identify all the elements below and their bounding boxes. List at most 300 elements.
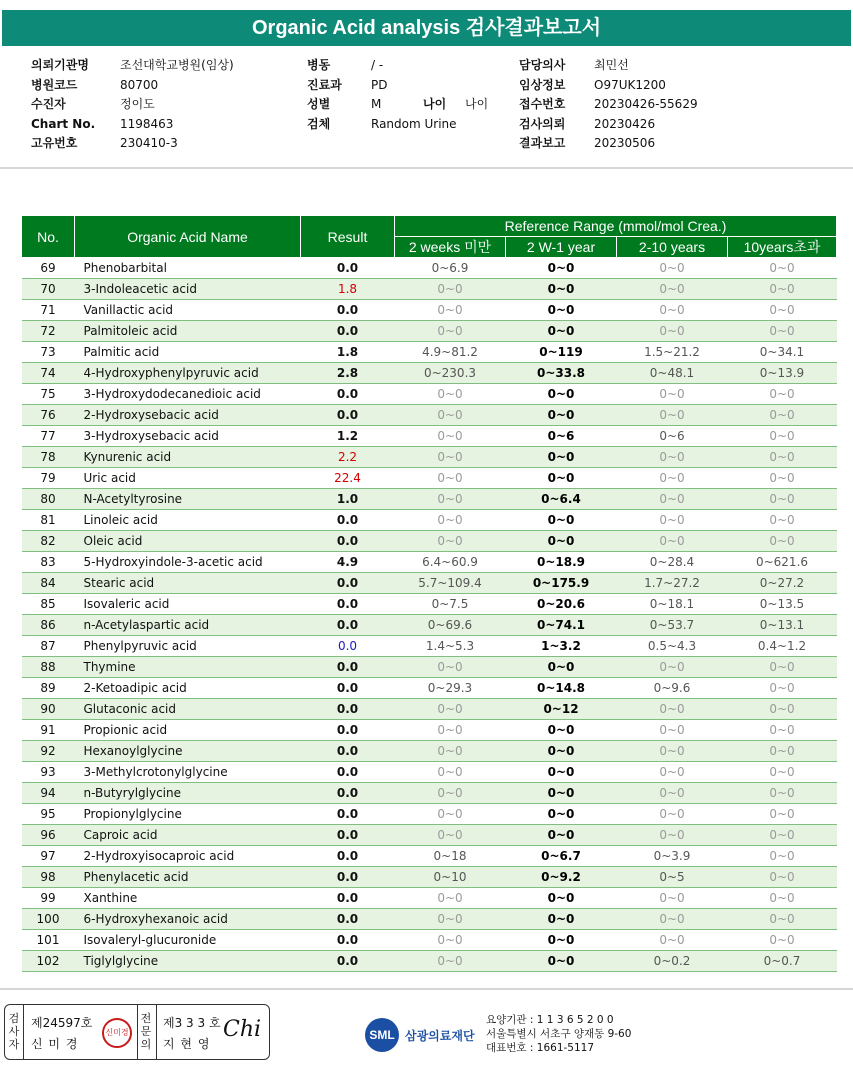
reference-range: 0~0 xyxy=(617,741,728,762)
info-label: 수진자 xyxy=(31,97,66,111)
reference-range: 0~0 xyxy=(728,258,837,279)
lab-address xyxy=(486,1013,631,1055)
row-number: 93 xyxy=(22,762,75,783)
reference-range: 0~0 xyxy=(617,783,728,804)
info-label: 검사의뢰 xyxy=(519,116,566,131)
reference-range: 0~0 xyxy=(395,426,506,447)
table-row xyxy=(22,867,837,888)
reference-range: 0~0 xyxy=(506,657,617,678)
reference-range: 0~0 xyxy=(395,909,506,930)
reference-range: 0~0 xyxy=(728,426,837,447)
reference-range: 1.7~27.2 xyxy=(617,573,728,594)
table-row xyxy=(22,447,837,468)
reference-range: 0~230.3 xyxy=(395,363,506,384)
info-value: O97UK1200 xyxy=(594,77,666,92)
table-row xyxy=(22,531,837,552)
reference-range: 0~0.2 xyxy=(617,951,728,972)
reference-range: 0~0 xyxy=(728,888,837,909)
row-number: 72 xyxy=(22,321,75,342)
reference-range: 0~18.1 xyxy=(617,594,728,615)
reference-range: 6.4~60.9 xyxy=(395,552,506,573)
reference-range: 0~0 xyxy=(728,741,837,762)
reference-range: 0~0 xyxy=(617,531,728,552)
specialist-label: 전문의 xyxy=(140,1012,152,1051)
table-row xyxy=(22,594,837,615)
acid-name: Uric acid xyxy=(75,468,301,489)
reference-range: 0~28.4 xyxy=(617,552,728,573)
header-reference: Reference Range (mmol/mol Crea.) xyxy=(395,216,837,237)
info-label: 병원코드 xyxy=(31,77,78,92)
result-value: 0.0 xyxy=(301,657,395,678)
reference-range: 0~0 xyxy=(395,699,506,720)
divider xyxy=(0,167,853,169)
reference-range: 0~14.8 xyxy=(506,678,617,699)
report-title: Organic Acid analysis 검사결과보고서 xyxy=(2,10,851,46)
reference-range: 0~53.7 xyxy=(617,615,728,636)
acid-name: Phenobarbital xyxy=(75,258,301,279)
reference-range: 0~0 xyxy=(617,300,728,321)
info-label: 담당의사 xyxy=(519,58,566,72)
reference-range: 0~0 xyxy=(617,720,728,741)
age-value: 나이 xyxy=(465,97,489,111)
reference-range: 0~0 xyxy=(617,825,728,846)
reference-range: 0~48.1 xyxy=(617,363,728,384)
result-value: 0.0 xyxy=(301,888,395,909)
reference-range: 0~0 xyxy=(728,405,837,426)
acid-name: Phenylacetic acid xyxy=(75,867,301,888)
reference-range: 0~29.3 xyxy=(395,678,506,699)
divider xyxy=(156,1005,157,1059)
row-number: 71 xyxy=(22,300,75,321)
patient-info-col1 xyxy=(31,56,234,154)
row-number: 86 xyxy=(22,615,75,636)
reference-range: 0~0 xyxy=(395,321,506,342)
info-value: 조선대학교병원(임상) xyxy=(120,58,234,72)
result-value: 0.0 xyxy=(301,930,395,951)
reference-range: 0~0 xyxy=(395,405,506,426)
result-value: 0.0 xyxy=(301,594,395,615)
result-value: 0.0 xyxy=(301,951,395,972)
reference-range: 4.9~81.2 xyxy=(395,342,506,363)
reference-range: 0~0 xyxy=(617,321,728,342)
result-value: 0.0 xyxy=(301,720,395,741)
reference-range: 0~0 xyxy=(506,825,617,846)
result-value: 0.0 xyxy=(301,405,395,426)
acid-name: Phenylpyruvic acid xyxy=(75,636,301,657)
table-row xyxy=(22,657,837,678)
reference-range: 0~5 xyxy=(617,867,728,888)
reference-range: 0~0 xyxy=(395,489,506,510)
reference-range: 0~0 xyxy=(395,951,506,972)
acid-name: Thymine xyxy=(75,657,301,678)
row-number: 73 xyxy=(22,342,75,363)
patient-info-col3 xyxy=(519,56,698,154)
table-row xyxy=(22,489,837,510)
table-row xyxy=(22,804,837,825)
header-range-0: 2 weeks 미만 xyxy=(395,237,506,258)
reference-range: 0.4~1.2 xyxy=(728,636,837,657)
reference-range: 0~0 xyxy=(617,405,728,426)
result-value: 0.0 xyxy=(301,762,395,783)
reference-range: 0~6.4 xyxy=(506,489,617,510)
reference-range: 0~0.7 xyxy=(728,951,837,972)
acid-name: N-Acetyltyrosine xyxy=(75,489,301,510)
row-number: 101 xyxy=(22,930,75,951)
reference-range: 0~18 xyxy=(395,846,506,867)
result-value: 0.0 xyxy=(301,573,395,594)
reference-range: 0~0 xyxy=(728,720,837,741)
table-row xyxy=(22,342,837,363)
header-range-3: 10years초과 xyxy=(728,237,837,258)
reference-range: 0~0 xyxy=(617,447,728,468)
reference-range: 0~13.5 xyxy=(728,594,837,615)
acid-name: Caproic acid xyxy=(75,825,301,846)
result-value: 0.0 xyxy=(301,867,395,888)
reference-range: 0~0 xyxy=(506,384,617,405)
acid-name: 3-Methylcrotonylglycine xyxy=(75,762,301,783)
table-row xyxy=(22,720,837,741)
reference-range: 0~0 xyxy=(506,762,617,783)
info-label: 결과보고 xyxy=(519,136,566,150)
acid-name: 2-Hydroxyisocaproic acid xyxy=(75,846,301,867)
table-row xyxy=(22,363,837,384)
org-code: 요양기관 : 1 1 3 6 5 2 0 0 xyxy=(486,1014,614,1026)
reference-range: 0~0 xyxy=(728,447,837,468)
logo-badge: SML xyxy=(365,1018,399,1052)
acid-name: Propionic acid xyxy=(75,720,301,741)
acid-name: n-Butyrylglycine xyxy=(75,783,301,804)
reference-range: 0~0 xyxy=(506,531,617,552)
reference-range: 0~0 xyxy=(728,657,837,678)
row-number: 88 xyxy=(22,657,75,678)
info-value: 80700 xyxy=(120,77,159,92)
signature: Chi xyxy=(223,1017,262,1042)
acid-name: Isovaleryl-glucuronide xyxy=(75,930,301,951)
reference-range: 0~0 xyxy=(506,321,617,342)
table-body xyxy=(22,258,837,972)
reference-range: 0~0 xyxy=(395,300,506,321)
result-value: 2.2 xyxy=(301,447,395,468)
tester-stamp: 신미경 xyxy=(102,1018,132,1048)
row-number: 94 xyxy=(22,783,75,804)
reference-range: 0~20.6 xyxy=(506,594,617,615)
reference-range: 0~0 xyxy=(395,720,506,741)
result-value: 0.0 xyxy=(301,615,395,636)
table-row xyxy=(22,321,837,342)
row-number: 95 xyxy=(22,804,75,825)
reference-range: 0~0 xyxy=(728,783,837,804)
reference-range: 0~74.1 xyxy=(506,615,617,636)
reference-range: 0~10 xyxy=(395,867,506,888)
row-number: 83 xyxy=(22,552,75,573)
acid-name: 2-Hydroxysebacic acid xyxy=(75,405,301,426)
reference-range: 5.7~109.4 xyxy=(395,573,506,594)
tester-license: 제24597호 xyxy=(31,1016,93,1030)
result-value: 0.0 xyxy=(301,846,395,867)
reference-range: 0~0 xyxy=(506,804,617,825)
divider xyxy=(0,988,853,990)
table-row xyxy=(22,258,837,279)
result-value: 2.8 xyxy=(301,363,395,384)
phone: 대표번호 : 1661-5117 xyxy=(486,1042,595,1054)
header-range-1: 2 W-1 year xyxy=(506,237,617,258)
info-value: 정이도 xyxy=(120,97,155,111)
acid-name: Hexanoylglycine xyxy=(75,741,301,762)
table-row xyxy=(22,426,837,447)
row-number: 77 xyxy=(22,426,75,447)
reference-range: 0~7.5 xyxy=(395,594,506,615)
header-no: No. xyxy=(22,216,75,258)
reference-range: 0~3.9 xyxy=(617,846,728,867)
reference-range: 0~0 xyxy=(506,258,617,279)
acid-name: Palmitoleic acid xyxy=(75,321,301,342)
reference-range: 0~69.6 xyxy=(395,615,506,636)
reference-range: 0~0 xyxy=(395,531,506,552)
reference-range: 0~0 xyxy=(617,510,728,531)
tester-label: 검사자 xyxy=(8,1012,20,1051)
row-number: 70 xyxy=(22,279,75,300)
result-value: 22.4 xyxy=(301,468,395,489)
table-row xyxy=(22,552,837,573)
info-label: 접수번호 xyxy=(519,97,566,111)
reference-range: 0~0 xyxy=(506,741,617,762)
reference-range: 0~13.9 xyxy=(728,363,837,384)
result-value: 0.0 xyxy=(301,636,395,657)
reference-range: 0~175.9 xyxy=(506,573,617,594)
table-row xyxy=(22,930,837,951)
result-value: 4.9 xyxy=(301,552,395,573)
reference-range: 0~0 xyxy=(395,741,506,762)
result-value: 1.8 xyxy=(301,279,395,300)
reference-range: 0~0 xyxy=(617,468,728,489)
info-value: 20230506 xyxy=(594,136,656,150)
row-number: 82 xyxy=(22,531,75,552)
acid-name: Glutaconic acid xyxy=(75,699,301,720)
table-row xyxy=(22,468,837,489)
reference-range: 0~0 xyxy=(506,930,617,951)
result-value: 0.0 xyxy=(301,783,395,804)
result-value: 1.8 xyxy=(301,342,395,363)
reference-range: 0~0 xyxy=(506,510,617,531)
reference-range: 0.5~4.3 xyxy=(617,636,728,657)
result-value: 0.0 xyxy=(301,678,395,699)
reference-range: 0~0 xyxy=(506,720,617,741)
acid-name: Palmitic acid xyxy=(75,342,301,363)
reference-range: 0~0 xyxy=(617,489,728,510)
row-number: 80 xyxy=(22,489,75,510)
result-value: 0.0 xyxy=(301,258,395,279)
reference-range: 0~0 xyxy=(728,384,837,405)
result-value: 0.0 xyxy=(301,384,395,405)
reference-range: 0~0 xyxy=(506,468,617,489)
acid-name: 3-Hydroxysebacic acid xyxy=(75,426,301,447)
reference-range: 0~13.1 xyxy=(728,615,837,636)
reference-range: 0~6.7 xyxy=(506,846,617,867)
info-label: 의뢰기관명 xyxy=(31,58,89,72)
reference-range: 0~33.8 xyxy=(506,363,617,384)
table-row xyxy=(22,573,837,594)
reference-range: 0~0 xyxy=(728,489,837,510)
acid-name: Isovaleric acid xyxy=(75,594,301,615)
row-number: 96 xyxy=(22,825,75,846)
info-label: 성별 xyxy=(307,97,331,111)
reference-range: 0~0 xyxy=(506,447,617,468)
reference-range: 0~0 xyxy=(506,888,617,909)
acid-name: Propionylglycine xyxy=(75,804,301,825)
info-label: 고유번호 xyxy=(31,136,78,150)
reference-range: 0~0 xyxy=(728,678,837,699)
reference-range: 0~0 xyxy=(728,825,837,846)
row-number: 79 xyxy=(22,468,75,489)
info-value: 20230426 xyxy=(594,116,656,131)
row-number: 92 xyxy=(22,741,75,762)
reference-range: 0~0 xyxy=(395,279,506,300)
row-number: 100 xyxy=(22,909,75,930)
acid-name: 6-Hydroxyhexanoic acid xyxy=(75,909,301,930)
reference-range: 0~0 xyxy=(395,384,506,405)
result-value: 0.0 xyxy=(301,741,395,762)
info-label: 병동 xyxy=(307,58,331,72)
reference-range: 0~0 xyxy=(506,300,617,321)
reference-range: 0~0 xyxy=(395,783,506,804)
table-row xyxy=(22,846,837,867)
reference-range: 0~0 xyxy=(395,468,506,489)
row-number: 69 xyxy=(22,258,75,279)
reference-range: 0~621.6 xyxy=(728,552,837,573)
lab-logo xyxy=(365,1018,475,1052)
info-value: 최민선 xyxy=(594,58,629,72)
reference-range: 0~0 xyxy=(506,405,617,426)
reference-range: 0~0 xyxy=(728,321,837,342)
acid-name: n-Acetylaspartic acid xyxy=(75,615,301,636)
acid-name: Vanillactic acid xyxy=(75,300,301,321)
acid-name: 3-Indoleacetic acid xyxy=(75,279,301,300)
reference-range: 0~34.1 xyxy=(728,342,837,363)
age-label: 나이 xyxy=(423,97,447,111)
reference-range: 0~0 xyxy=(395,825,506,846)
info-value: PD xyxy=(371,77,388,92)
table-row xyxy=(22,888,837,909)
reference-range: 0~0 xyxy=(395,804,506,825)
row-number: 99 xyxy=(22,888,75,909)
reference-range: 0~18.9 xyxy=(506,552,617,573)
row-number: 89 xyxy=(22,678,75,699)
info-label: 임상정보 xyxy=(519,77,566,92)
reference-range: 0~0 xyxy=(728,699,837,720)
info-value: 1198463 xyxy=(120,116,174,131)
reference-range: 0~0 xyxy=(395,447,506,468)
reference-range: 0~6.9 xyxy=(395,258,506,279)
result-value: 0.0 xyxy=(301,300,395,321)
table-row xyxy=(22,678,837,699)
row-number: 76 xyxy=(22,405,75,426)
info-label: 진료과 xyxy=(307,77,342,92)
table-row xyxy=(22,741,837,762)
table-row xyxy=(22,783,837,804)
table-row xyxy=(22,825,837,846)
result-value: 0.0 xyxy=(301,699,395,720)
reference-range: 0~0 xyxy=(617,804,728,825)
reference-range: 0~0 xyxy=(617,930,728,951)
reference-range: 0~0 xyxy=(395,762,506,783)
table-row xyxy=(22,909,837,930)
acid-name: Kynurenic acid xyxy=(75,447,301,468)
reference-range: 0~0 xyxy=(617,888,728,909)
reference-range: 0~0 xyxy=(728,846,837,867)
result-value: 0.0 xyxy=(301,804,395,825)
info-value: 20230426-55629 xyxy=(594,97,698,111)
reference-range: 0~0 xyxy=(728,468,837,489)
reference-range: 0~0 xyxy=(506,909,617,930)
result-value: 0.0 xyxy=(301,510,395,531)
row-number: 91 xyxy=(22,720,75,741)
reference-range: 0~0 xyxy=(617,909,728,930)
row-number: 78 xyxy=(22,447,75,468)
specialist-license: 제3 3 3 호 xyxy=(163,1016,221,1030)
acid-name: Oleic acid xyxy=(75,531,301,552)
table-row xyxy=(22,384,837,405)
table-row xyxy=(22,405,837,426)
address: 서울특별시 서초구 양재동 9-60 xyxy=(486,1028,632,1040)
table-row xyxy=(22,951,837,972)
reference-range: 1.4~5.3 xyxy=(395,636,506,657)
reference-range: 0~0 xyxy=(617,657,728,678)
reference-range: 0~0 xyxy=(728,279,837,300)
reference-range: 0~0 xyxy=(728,909,837,930)
info-value: 230410-3 xyxy=(120,136,178,150)
row-number: 102 xyxy=(22,951,75,972)
specialist-name: 지 현 영 xyxy=(163,1037,211,1051)
row-number: 97 xyxy=(22,846,75,867)
row-number: 81 xyxy=(22,510,75,531)
row-number: 90 xyxy=(22,699,75,720)
result-value: 0.0 xyxy=(301,531,395,552)
reference-range: 0~9.2 xyxy=(506,867,617,888)
reference-range: 0~0 xyxy=(506,279,617,300)
divider xyxy=(137,1005,138,1059)
reference-range: 0~0 xyxy=(506,783,617,804)
row-number: 85 xyxy=(22,594,75,615)
result-value: 1.0 xyxy=(301,489,395,510)
info-value: M xyxy=(371,97,382,111)
reference-range: 0~0 xyxy=(395,510,506,531)
row-number: 98 xyxy=(22,867,75,888)
header-result: Result xyxy=(301,216,395,258)
reference-range: 1~3.2 xyxy=(506,636,617,657)
reference-range: 0~0 xyxy=(617,699,728,720)
result-value: 0.0 xyxy=(301,825,395,846)
acid-name: 4-Hydroxyphenylpyruvic acid xyxy=(75,363,301,384)
results-table xyxy=(21,215,836,972)
acid-name: Tiglylglycine xyxy=(75,951,301,972)
table-row xyxy=(22,510,837,531)
acid-name: 2-Ketoadipic acid xyxy=(75,678,301,699)
header-name: Organic Acid Name xyxy=(75,216,301,258)
row-number: 84 xyxy=(22,573,75,594)
reference-range: 0~119 xyxy=(506,342,617,363)
reference-range: 0~0 xyxy=(617,279,728,300)
reference-range: 0~0 xyxy=(728,531,837,552)
acid-name: Xanthine xyxy=(75,888,301,909)
info-label: Chart No. xyxy=(31,116,96,131)
acid-name: Linoleic acid xyxy=(75,510,301,531)
reference-range: 0~0 xyxy=(617,384,728,405)
reference-range: 1.5~21.2 xyxy=(617,342,728,363)
acid-name: 3-Hydroxydodecanedioic acid xyxy=(75,384,301,405)
reference-range: 0~0 xyxy=(395,888,506,909)
tester-name: 신 미 경 xyxy=(31,1037,79,1051)
table-row xyxy=(22,615,837,636)
